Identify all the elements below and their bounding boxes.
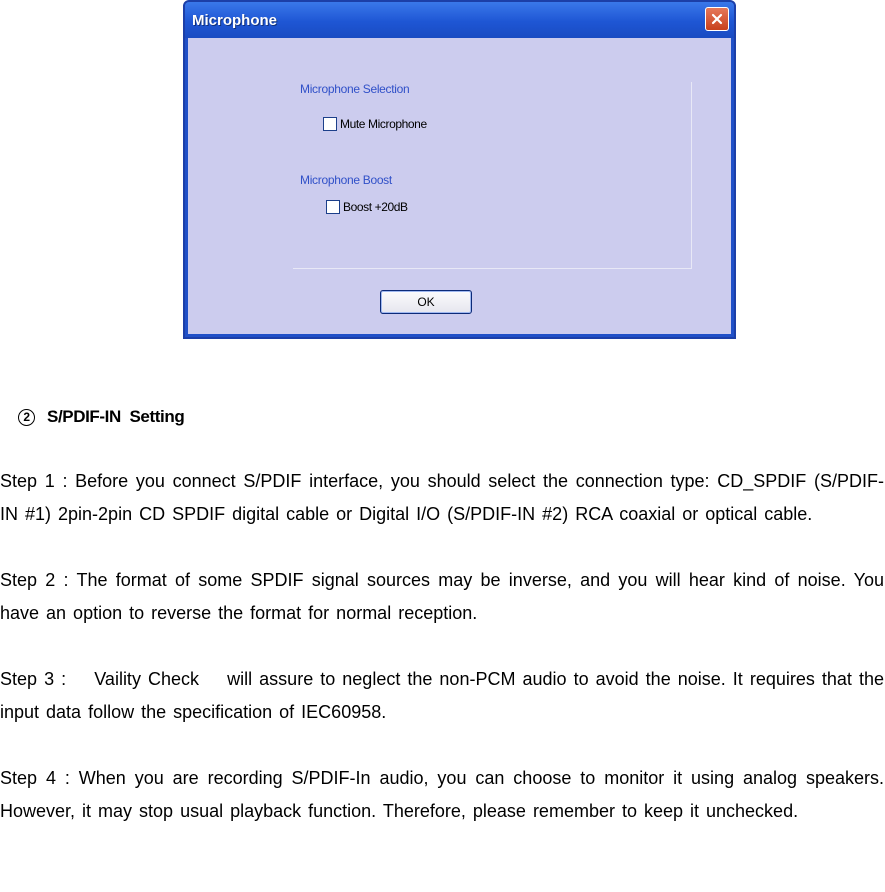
mute-microphone-label: Mute Microphone [340, 117, 427, 131]
dialog-title: Microphone [192, 12, 277, 29]
boost-row[interactable] [326, 200, 408, 214]
section-title: S/PDIF-IN Setting [47, 407, 185, 426]
step-paragraph: Step 1 : Before you connect S/PDIF interface, you should select the connection type: CD_SPDIF (S/PDIF-IN #1) 2pin-2pin CD SPDIF digital cable or Digital I/O (S/PDIF-IN #2) RCA coaxial or optical cable. [0, 471, 884, 524]
mute-microphone-row[interactable] [323, 117, 427, 131]
microphone-dialog [183, 0, 736, 339]
boost-checkbox[interactable] [326, 200, 340, 214]
dialog-client-area [188, 38, 731, 334]
boost-label: Boost +20dB [343, 200, 408, 214]
close-icon [711, 13, 723, 25]
steps-list [0, 465, 884, 861]
section-number: 2 [18, 409, 35, 426]
mute-microphone-checkbox[interactable] [323, 117, 337, 131]
step-paragraph: Step 2 : The format of some SPDIF signal sources may be inverse, and you will hear kind of noise. You have an option to reverse the format for normal reception. [0, 570, 884, 623]
close-button[interactable] [705, 7, 729, 31]
section-heading [18, 407, 184, 427]
dialog-titlebar [185, 2, 734, 38]
step-paragraph: Step 4 : When you are recording S/PDIF-In audio, you can choose to monitor it using analog speakers. However, it may stop usual playback function. Therefore, please remember to keep it unchecked. [0, 768, 884, 821]
ok-button[interactable]: OK [380, 290, 472, 314]
step-paragraph: Step 3 : Vaility Check will assure to neglect the non-PCM audio to avoid the noise. It requires that the input data follow the specification of IEC60958. [0, 669, 884, 722]
microphone-boost-label: Microphone Boost [300, 173, 392, 187]
microphone-selection-label: Microphone Selection [300, 82, 410, 96]
